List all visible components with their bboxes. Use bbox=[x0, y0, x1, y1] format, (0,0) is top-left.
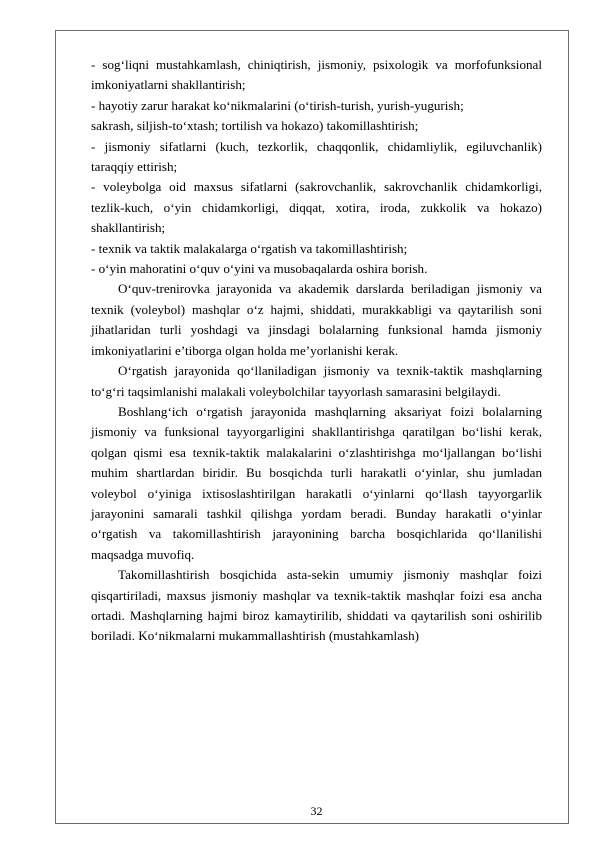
paragraph-improvement-stage: Takomillashtirish bosqichida asta-sekin umumiy jismoniy mashqlar foizi qisqartiriladi, maxsus jismoniy mashqlar va texnik-taktik mashqlar foizi esa ancha ortadi. Mashqlarning hajmi biroz kamaytirilib, shiddati va qaytarilish soni oshirilib boriladi. Ko‘nikmalarni mukammallashtirish (mustahkamlash) bbox=[91, 567, 542, 644]
paragraph-training-process: O‘quv-trenirovka jarayonida va akademik darslarda beriladigan jismoniy va texnik (voleybol) mashqlar o‘z hajmi, shiddati, murakkabligi va qaytarilish soni jihatlaridan turli yoshdagi va jinsdagi bolalarning funksional hamda jismoniy imkoniyatlarini e’tiborga olgan holda me’yorlanishi kerak. bbox=[91, 281, 542, 358]
bullet-item-volleyball-qualities: - voleybolga oid maxsus sifatlarni (sakrovchanlik, sakrovchanlik chidamkorligi, tezlik-kuch, o‘yin chidamkorligi, diqqat, xotira, iroda, zukkolik va hokazo) shakllantirish; bbox=[91, 179, 542, 236]
paragraph-initial-training: Boshlang‘ich o‘rgatish jarayonida mashqlarning aksariyat foizi bolalarning jismoniy va funksional tayyorgarligini shakllantirishga qaratilgan bo‘lishi kerak, qolgan qismi esa texnik-taktik malakalarini o‘zlashtirishga mo‘ljallangan bo‘lishi muhim shartlardan biridir. Bu bosqichda turli harakatli o‘yinlar, shu jumladan voleybol o‘yiniga ixtisoslashtirilgan harakatli o‘yinlarni qo‘llash tayyorgarlik jarayonini samarali tashkil qilishga yordam beradi. Bunday harakatli o‘yinlar o‘rgatish va takomillashtirish jarayonining barcha bosqichlarida qo‘llanilishi maqsadga muvofiq. bbox=[91, 403, 542, 562]
bullet-item-health: - sog‘liqni mustahkamlash, chiniqtirish, jismoniy, psixologik va morfofunksional imkoniyatlarni shakllantirish; bbox=[91, 57, 542, 93]
bullet-item-motor-skills: - hayotiy zarur harakat ko‘nikmalarini (o‘tirish-turish, yurish-yugurish; bbox=[91, 97, 464, 113]
paragraph-teaching-process: O‘rgatish jarayonida qo‘llaniladigan jismoniy va texnik-taktik mashqlarning to‘g‘ri taqsimlanishi malakali voleybolchilar tayyorlash samarasini belgilaydi. bbox=[91, 363, 542, 399]
bullet-item-physical-qualities: - jismoniy sifatlarni (kuch, tezkorlik, chaqqonlik, chidamliylik, egiluvchanlik) taraqqiy ettirish; bbox=[91, 138, 542, 175]
bullet-item-motor-skills-cont: sakrash, siljish-to‘xtash; tortilish va hokazo) takomillashtirish; bbox=[91, 118, 419, 134]
page-number: 32 bbox=[310, 804, 323, 818]
bullet-item-technical-tactical: - texnik va taktik malakalarga o‘rgatish va takomillashtirish; bbox=[91, 240, 408, 256]
document-body bbox=[91, 55, 542, 647]
bullet-item-game-skill: - o‘yin mahoratini o‘quv o‘yini va musobaqalarda oshira borish. bbox=[91, 261, 428, 277]
